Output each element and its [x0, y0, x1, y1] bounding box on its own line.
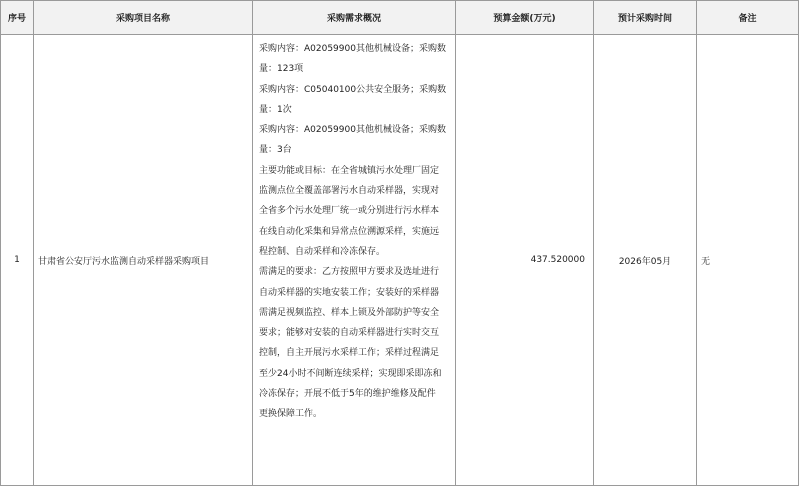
description-line: 采购内容：A02059900其他机械设备；采购数 [259, 44, 446, 54]
cell-project-name: 甘肃省公安厅污水监测自动采样器采购项目 [34, 35, 253, 486]
header-expected-time: 预计采购时间 [594, 1, 697, 35]
description-line: 监测点位全覆盖部署污水自动采样器，实现对 [259, 186, 440, 197]
header-description: 采购需求概况 [253, 1, 456, 35]
description-line: 采购内容：A02059900其他机械设备；采购数 [259, 125, 446, 136]
cell-index: 1 [1, 35, 34, 486]
description-line: 要求；能够对安装的自动采样器进行实时交互 [259, 328, 440, 339]
header-row [1, 1, 799, 35]
description-line: 程控制、自动采样和冷冻保存。 [259, 246, 386, 257]
table-row [1, 35, 799, 486]
header-remark: 备注 [697, 1, 799, 35]
description-line: 冷冻保存；开展不低于5年的维护维修及配件 [259, 389, 436, 400]
description-line: 更换保障工作。 [259, 409, 323, 420]
description-line: 控制，自主开展污水采样工作；采样过程满足 [259, 348, 440, 359]
cell-description [253, 35, 456, 486]
description-line: 需满足视频监控、样本上锁及外部防护等安全 [259, 307, 440, 318]
cell-budget: 437.520000 [456, 35, 594, 486]
description-line: 至少24小时不间断连续采样；实现即采即冻和 [259, 368, 442, 379]
description-line: 全省多个污水处理厂统一或分别进行污水样本 [259, 206, 440, 217]
header-project-name: 采购项目名称 [34, 1, 253, 35]
header-index: 序号 [1, 1, 34, 35]
cell-remark: 无 [697, 35, 799, 486]
description-line: 量：3台 [259, 145, 292, 156]
description-line: 主要功能或目标：在全省城镇污水处理厂固定 [259, 165, 440, 176]
description-line: 采购内容：C05040100公共安全服务；采购数 [259, 84, 447, 95]
cell-expected-time: 2026年05月 [594, 35, 697, 486]
description-line: 量：1次 [259, 104, 292, 115]
header-budget: 预算金额(万元) [456, 1, 594, 35]
description-line: 量：123项 [259, 64, 304, 75]
description-line: 需满足的要求：乙方按照甲方要求及选址进行 [259, 267, 440, 278]
description-line: 自动采样器的实地安装工作；安装好的采样器 [259, 287, 440, 298]
description-line: 在线自动化采集和异常点位溯源采样，实施远 [259, 226, 440, 237]
